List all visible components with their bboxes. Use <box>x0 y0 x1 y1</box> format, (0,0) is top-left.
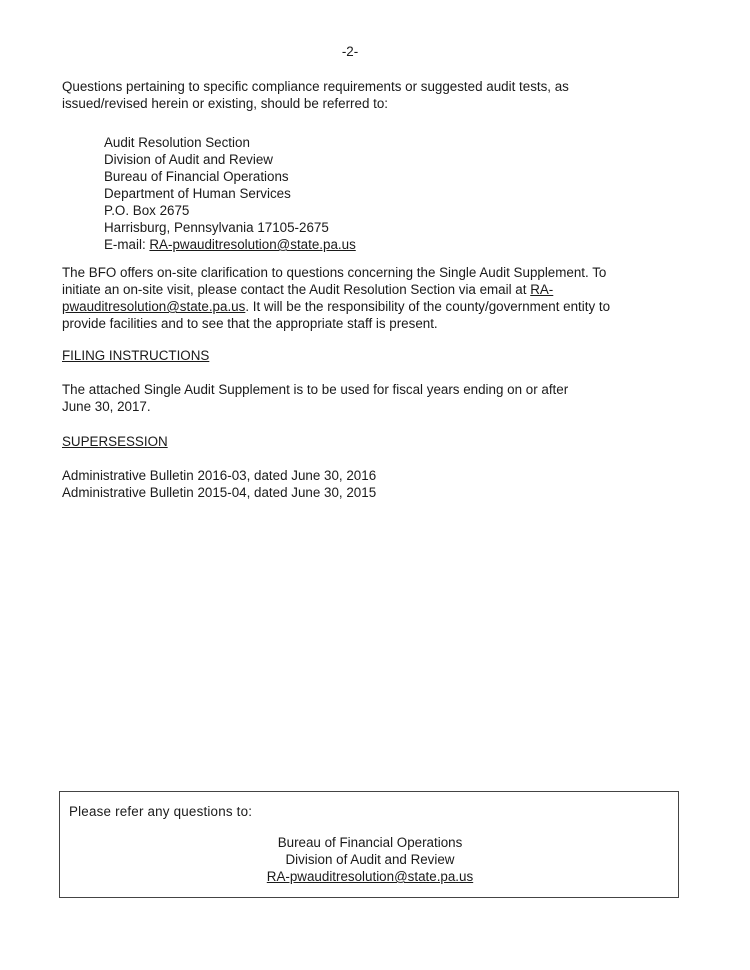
contact-box-line: Division of Audit and Review <box>285 852 455 867</box>
address-line: Division of Audit and Review <box>104 152 273 167</box>
filing-section <box>62 347 682 364</box>
supersession-section <box>62 433 682 450</box>
contact-box <box>59 791 679 898</box>
contact-box-email-line <box>60 868 680 885</box>
onsite-email-link-part1[interactable]: RA- <box>530 282 554 297</box>
address-line: P.O. Box 2675 <box>104 203 190 218</box>
address-email-link[interactable]: RA-pwauditresolution@state.pa.us <box>149 237 356 252</box>
onsite-line: The BFO offers on-site clarification to questions concerning the Single Audit Supplement. To <box>62 265 607 280</box>
address-line: Department of Human Services <box>104 186 291 201</box>
supersession-body <box>62 467 682 501</box>
contact-box-line: Bureau of Financial Operations <box>277 835 463 850</box>
filing-body <box>62 381 682 415</box>
supersession-line: Administrative Bulletin 2015-04, dated June 30, 2015 <box>62 485 377 500</box>
contact-box-details <box>60 834 680 885</box>
address-line: Bureau of Financial Operations <box>104 169 289 184</box>
address-email-line <box>104 236 356 253</box>
onsite-email-link-part2[interactable]: pwauditresolution@state.pa.us <box>62 299 246 314</box>
address-line: Audit Resolution Section <box>104 135 250 150</box>
filing-heading: FILING INSTRUCTIONS <box>62 348 210 363</box>
onsite-line <box>62 298 682 315</box>
filing-line: June 30, 2017. <box>62 399 151 414</box>
supersession-line: Administrative Bulletin 2016-03, dated June 30, 2016 <box>62 468 377 483</box>
email-label: E-mail: <box>104 237 150 252</box>
contact-box-email-link[interactable]: RA-pwauditresolution@state.pa.us <box>266 869 474 884</box>
onsite-line <box>62 281 682 298</box>
contact-address <box>104 134 356 253</box>
supersession-heading: SUPERSESSION <box>62 434 168 449</box>
address-line: Harrisburg, Pennsylvania 17105-2675 <box>104 220 329 235</box>
questions-intro-line: issued/revised herein or existing, should be referred to: <box>62 96 389 111</box>
onsite-paragraph <box>62 264 682 332</box>
onsite-text: initiate an on-site visit, please contact the Audit Resolution Section via email at <box>62 282 531 297</box>
contact-box-intro: Please refer any questions to: <box>69 804 253 819</box>
filing-line: The attached Single Audit Supplement is to be used for fiscal years ending on or after <box>62 382 569 397</box>
questions-intro <box>62 78 682 112</box>
onsite-text: . It will be the responsibility of the county/government entity to <box>245 299 611 314</box>
onsite-line: provide facilities and to see that the appropriate staff is present. <box>62 316 438 331</box>
page-number: -2- <box>341 44 359 59</box>
questions-intro-line: Questions pertaining to specific compliance requirements or suggested audit tests, as <box>62 79 569 94</box>
